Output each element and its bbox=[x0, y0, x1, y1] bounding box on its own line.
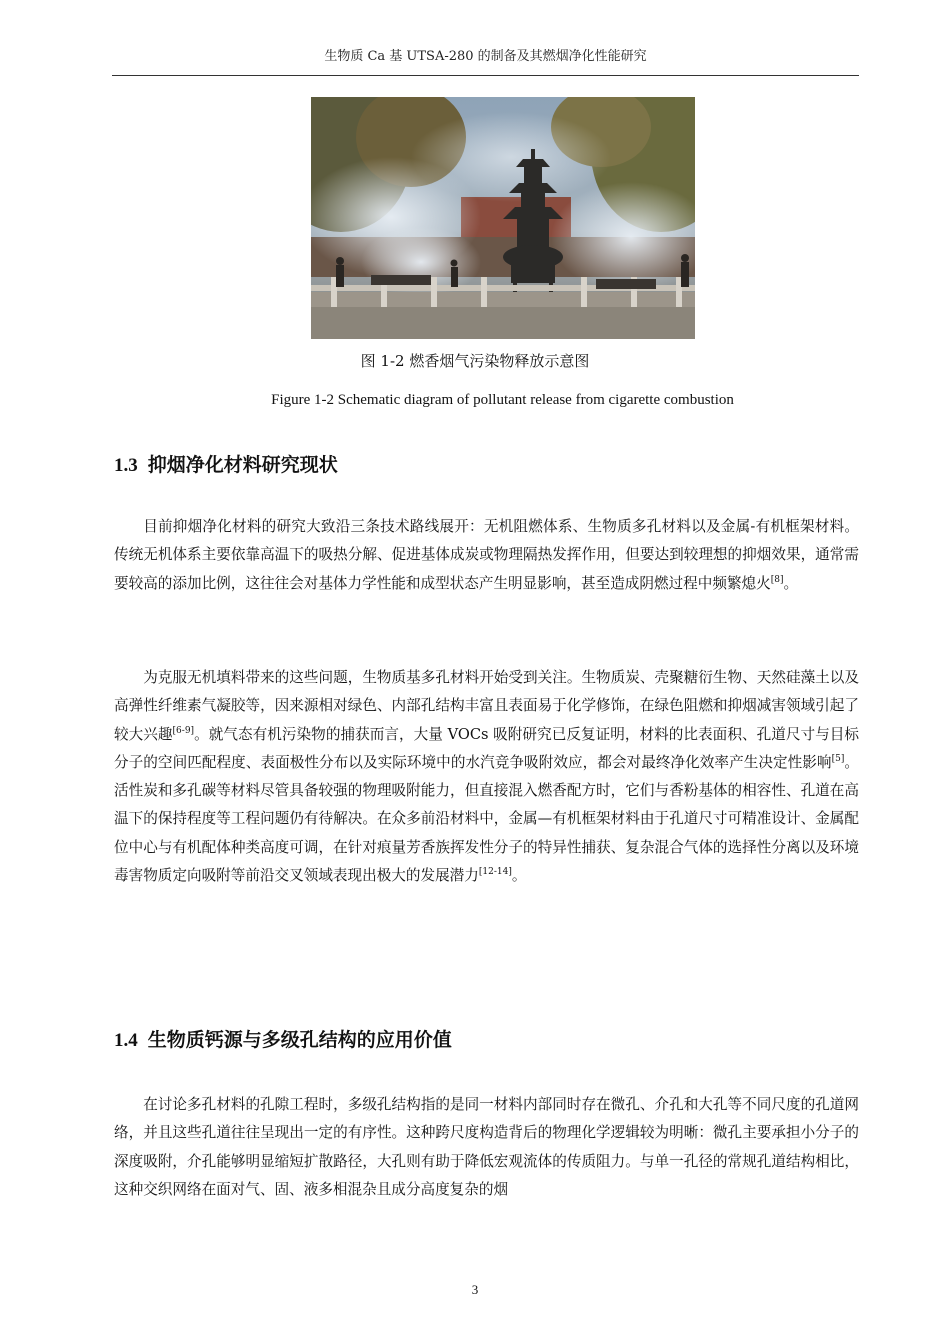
paragraph-text: 目前抑烟净化材料的研究大致沿三条技术路线展开：无机阻燃体系、生物质多孔材料以及金属-有机框架材料。传统无机体系主要依靠高温下的吸热分解、促进基体成炭或物理隔热发挥作用，但要达到较理想的抑烟效果，通常需要较高的添加比例，这往往会对基体力学性能和成型状态产生明显影响，甚至造成阴燃过程中频繁熄火 bbox=[114, 518, 859, 592]
paragraph-text: 。活性炭和多孔碳等材料尽管具备较强的物理吸附能力，但直接混入燃香配方时，它们与香粉基体的相容性、孔道在高温下的保持程度等工程问题仍有待解决。在众多前沿材料中，金属—有机框架材料由于孔道尺寸可精准设计、金属配位中心与有机配体种类高度可调，在针对痕量芳香族挥发性分子的特异性捕获、复杂混合气体的选择性分离以及环境毒害物质定向吸附等前沿交叉领域表现出极大的发展潜力 bbox=[114, 753, 859, 885]
paragraph bbox=[114, 664, 859, 890]
figure-caption-english: Figure 1-2 Schematic diagram of pollutant release from cigarette combustion bbox=[271, 392, 734, 408]
figure-incense-smoke-photo bbox=[311, 97, 695, 339]
paragraph-text: 为克服无机填料带来的这些问题，生物质基多孔材料开始受到关注。生物质炭、壳聚糖衍生物、天然硅藻土以及高弹性纤维素气凝胶等，因来源相对绿色、内部孔结构丰富且表面易于化学修饰，在绿色阻燃和抑烟减害领域引起了较大兴趣 bbox=[114, 669, 859, 743]
citation: [12-14] bbox=[478, 867, 512, 878]
paragraph-text: 。就气态有机污染物的捕获而言，大量 VOCs 吸附研究已反复证明，材料的比表面积、孔道尺寸与目标分子的空间匹配程度、表面极性分布以及实际环境中的水汽竞争吸附效应，都会对最终净化效率产生决定性影响 bbox=[114, 725, 859, 771]
section-number: 1.4 bbox=[114, 1030, 138, 1051]
figure-caption-chinese: 图 1-2 燃香烟气污染物释放示意图 bbox=[360, 352, 590, 370]
section-heading-1-3 bbox=[114, 452, 338, 479]
section-number: 1.3 bbox=[114, 455, 138, 476]
incense-burner-illustration bbox=[311, 97, 695, 339]
running-header bbox=[112, 44, 859, 76]
page-number: 3 bbox=[471, 1282, 479, 1297]
citation: [5] bbox=[831, 754, 845, 765]
paragraph bbox=[114, 1091, 859, 1204]
section-title: 抑烟净化材料研究现状 bbox=[147, 454, 338, 476]
paragraph-text: 在讨论多孔材料的孔隙工程时，多级孔结构指的是同一材料内部同时存在微孔、介孔和大孔等不同尺度的孔道网络，并且这些孔道往往呈现出一定的有序性。这种跨尺度构造背后的物理化学逻辑较为明晰：微孔主要承担小分子的深度吸附，介孔能够明显缩短扩散路径，大孔则有助于降低宏观流体的传质阻力。与单一孔径的常规孔道结构相比，这种交织网络在面对气、固、液多相混杂且成分高度复杂的烟 bbox=[114, 1096, 859, 1198]
paragraph-text: 。 bbox=[783, 574, 799, 592]
citation: [6-9] bbox=[172, 725, 195, 736]
paragraph bbox=[114, 513, 859, 598]
section-title: 生物质钙源与多级孔结构的应用价值 bbox=[147, 1029, 452, 1051]
section-heading-1-4 bbox=[114, 1027, 452, 1054]
running-header-title: 生物质 Ca 基 UTSA-280 的制备及其燃烟净化性能研究 bbox=[324, 49, 647, 64]
citation: [8] bbox=[770, 574, 784, 585]
paragraph-text: 。 bbox=[511, 867, 527, 885]
